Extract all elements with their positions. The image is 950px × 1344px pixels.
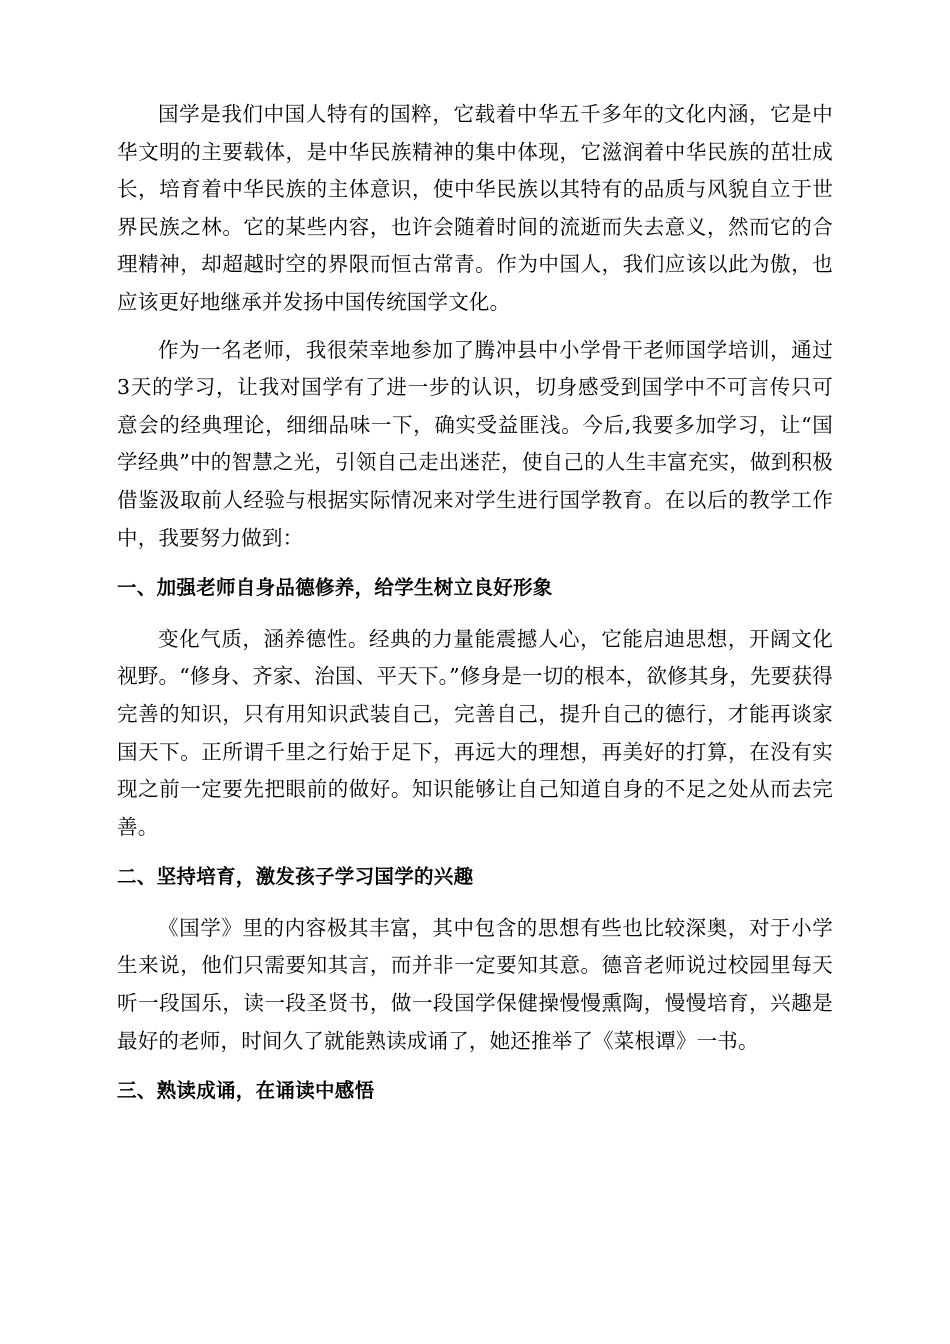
intro-paragraph-2: 作为一名老师，我很荣幸地参加了腾冲县中小学骨干老师国学培训，通过3天的学习，让我对国学有了进一步的认识，切身感受到国学中不可言传只可意会的经典理论，细细品味一下，确实受益匪浅。今后,我要多加学习，让“国学经典”中的智慧之光，引领自己走出迷茫，使自己的人生丰富充实，做到积极借鉴汲取前人经验与根据实际情况来对学生进行国学教育。在以后的教学工作中，我要努力做到：: [117, 337, 833, 550]
section-2-heading: 二、坚持培育，激发孩子学习国学的兴趣: [117, 865, 474, 889]
section-3-heading: 三、熟读成诵，在诵读中感悟: [117, 1079, 375, 1103]
document-page: [117, 96, 833, 1110]
intro-paragraph-1: 国学是我们中国人特有的国粹，它载着中华五千多年的文化内涵，它是中华文明的主要载体，是中华民族精神的集中体现，它滋润着中华民族的茁壮成长，培育着中华民族的主体意识，使中华民族以其特有的品质与风貌自立于世界民族之林。它的某些内容，也许会随着时间的流逝而失去意义，然而它的合理精神，却超越时空的界限而恒古常青。作为中国人，我们应该以此为傲，也应该更好地继承并发扬中国传统国学文化。: [117, 102, 833, 314]
section-1-heading: 一、加强老师自身品德修养，给学生树立良好形象: [117, 576, 553, 600]
section-1-body: 变化气质，涵养德性。经典的力量能震撼人心，它能启迪思想，开阔文化视野。“修身、齐家、治国、平天下。”修身是一切的根本，欲修其身，先要获得完善的知识，只有用知识武装自己，完善自己，提升自己的德行，才能再谈家国天下。正所谓千里之行始于足下，再远大的理想，再美好的打算，在没有实现之前一定要先把眼前的做好。知识能够让自己知道自身的不足之处从而去完善。: [117, 626, 833, 839]
section-2-body: 《国学》里的内容极其丰富，其中包含的思想有些也比较深奥，对于小学生来说，他们只需要知其言，而并非一定要知其意。德音老师说过校园里每天听一段国乐，读一段圣贤书，做一段国学保健操慢慢熏陶，慢慢培育，兴趣是最好的老师，时间久了就能熟读成诵了，她还推举了《菜根谭》一书。: [117, 915, 833, 1053]
